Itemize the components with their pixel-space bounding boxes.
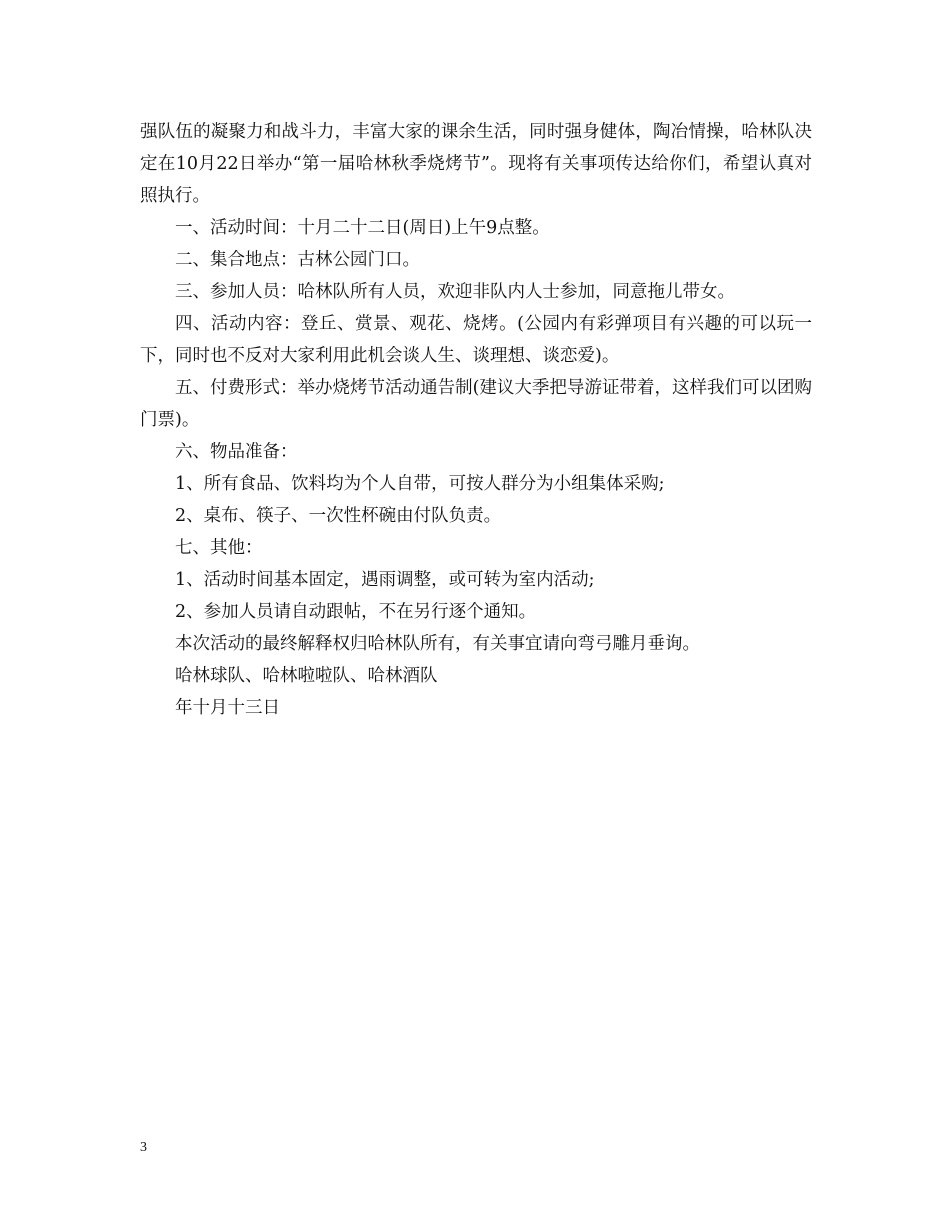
intro-paragraph: 强队伍的凝聚力和战斗力，丰富大家的课余生活，同时强身健体，陶冶情操，哈林队决定在10月22日举办“第一届哈林秋季烧烤节”。现将有关事项传达给你们，希望认真对照执行。	[140, 122, 812, 206]
signature-date: 年十月十三日	[175, 698, 280, 718]
items-list-item-2: 2、桌布、筷子、一次性杯碗由付队负责。	[175, 506, 502, 526]
other-list-item-1: 1、活动时间基本固定，遇雨调整，或可转为室内活动;	[175, 570, 595, 590]
meeting-place: 二、集合地点：古林公园门口。	[175, 250, 420, 270]
other-list-item-2: 2、参加人员请自动跟帖，不在另行逐个通知。	[175, 602, 537, 622]
items-heading: 六、物品准备：	[175, 442, 298, 462]
interpretation-note: 本次活动的最终解释权归哈林队所有，有关事宜请向弯弓雕月垂询。	[175, 634, 700, 654]
items-list-item-1: 1、所有食品、饮料均为个人自带，可按人群分为小组集体采购;	[175, 474, 665, 494]
signature-teams: 哈林球队、哈林啦啦队、哈林酒队	[175, 666, 438, 686]
other-heading: 七、其他：	[175, 538, 263, 558]
activity-content: 四、活动内容：登丘、赏景、观花、烧烤。(公园内有彩弹项目有兴趣的可以玩一下，同时也不反对大家利用此机会谈人生、谈理想、谈恋爱)。	[140, 314, 812, 366]
document-body	[140, 116, 812, 724]
activity-time: 一、活动时间：十月二十二日(周日)上午9点整。	[175, 218, 550, 238]
participants: 三、参加人员：哈林队所有人员，欢迎非队内人士参加，同意拖儿带女。	[175, 282, 735, 302]
payment-method: 五、付费形式：举办烧烤节活动通告制(建议大季把导游证带着，这样我们可以团购门票)。	[140, 378, 812, 430]
page-number: 3	[140, 1140, 147, 1155]
